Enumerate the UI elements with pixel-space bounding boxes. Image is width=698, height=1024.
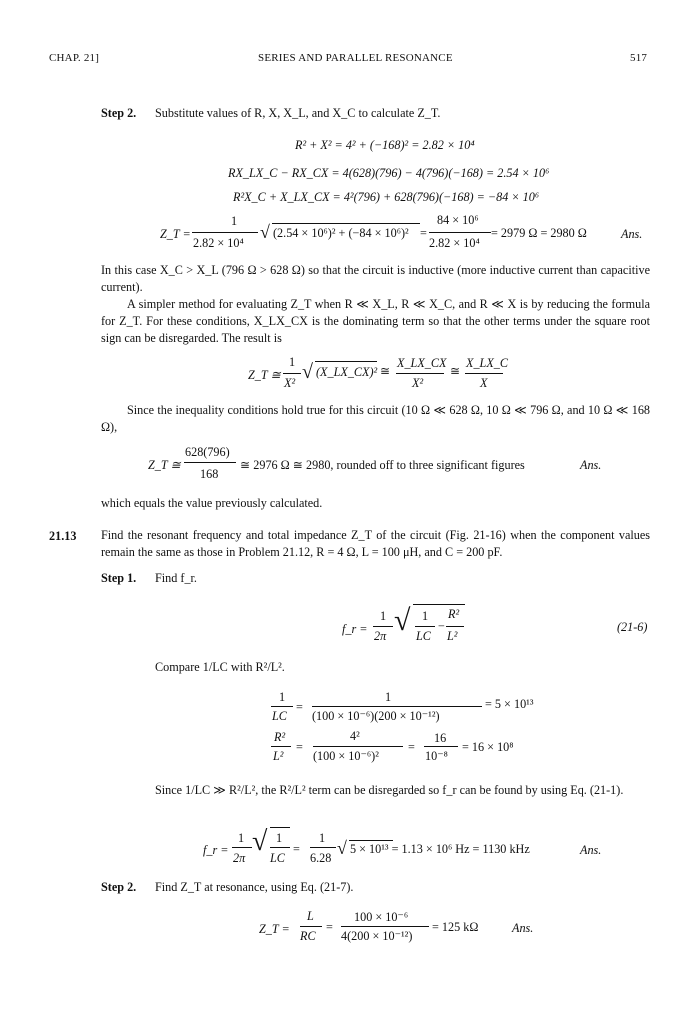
since-text: Since 1/LC ≫ R²/L², the R²/L² term can be disregarded so f_r can be found by using Eq. (21-1). [155,783,624,797]
sqrt-bar [270,827,290,828]
fraction-bar [424,746,458,747]
answer-tag: Ans. [621,227,643,241]
sqrt-icon: √ [302,361,313,383]
approx-result-num: 628(796) [185,445,230,459]
paragraph-inequality: Since the inequality conditions hold true for this circuit (10 Ω ≪ 628 Ω, 10 Ω ≪ 796 Ω, and 10 Ω ≪ 168 Ω), [101,403,650,434]
zt-frac1-num: 1 [231,214,238,228]
fr2-eq: = [293,842,300,856]
step1-text: Find f_r. [155,571,197,585]
fr-f1-den: 2π [374,629,387,643]
fraction-bar [310,847,336,848]
c1-num: 1 [279,690,286,704]
fr-in2-den: L² [447,629,458,643]
zt-frac1-den: 2.82 × 10⁴ [193,236,244,250]
fr2-b-num: 1 [319,831,326,845]
zt2-f2-den: 4(200 × 10⁻¹²) [341,929,413,943]
compare-text: Compare 1/LC with R²/L². [155,660,285,674]
zt2-result: = 125 kΩ [432,920,479,934]
fr-minus: − [438,619,445,633]
approx-result-den: 168 [200,467,219,481]
paragraph-equals: which equals the value previously calculated. [101,496,323,510]
answer-tag: Ans. [580,843,602,857]
zt2-f1-den: RC [300,929,316,943]
step1-label: Step 1. [101,571,137,585]
fr-in2-num: R² [448,607,460,621]
c1-eq: = [296,700,303,714]
fraction-bar [184,462,236,463]
fr-lhs: f_r = [342,622,368,636]
c2-eq: = [296,740,303,754]
fr-f1-num: 1 [380,609,387,623]
approx-lhs: Z_T ≅ [248,368,281,382]
fraction-bar [270,847,290,848]
zt-sqrt-content: (2.54 × 10⁶)² + (−84 × 10⁶)² [273,226,409,240]
c2-r-den: (100 × 10⁻⁶)² [313,749,379,763]
fraction-bar [271,706,293,707]
fr2-rest: 5 × 10¹³ = 1.13 × 10⁶ Hz = 1130 kHz [350,842,530,856]
fraction-bar [429,232,491,233]
fr2-a-num: 1 [238,831,245,845]
approx-f3-num: X_LX_C [466,356,508,370]
fraction-bar [313,746,403,747]
equation-r2x2: R² + X² = 4² + (−168)² = 2.82 × 10⁴ [295,138,475,152]
page-number: 517 [630,52,648,64]
c2-result: = 16 × 10⁸ [462,740,514,754]
fraction-bar [232,847,252,848]
approx-result-lhs: Z_T ≅ [148,458,181,472]
sqrt-icon: √ [252,826,268,857]
step2-label: Step 2. [101,106,137,120]
fraction-bar [341,926,429,927]
zt2-lhs: Z_T = [259,922,290,936]
paragraph-simpler-method: A simpler method for evaluating Z_T when R ≪ X_L, R ≪ X_C, and R ≪ X is by reducing the formula for Z_T. For these conditions, X_LX_CX is the dominating term so that the other terms under the square root sign can be disregarded. The result is [101,297,650,345]
approx-result-rest: ≅ 2976 Ω ≅ 2980, rounded off to three significant figures [240,458,525,472]
fraction-bar [446,626,464,627]
equation-rxlxc: RX_LX_C − RX_CX = 4(628)(796) − 4(796)(−168) = 2.54 × 10⁶ [228,166,550,180]
fraction-bar [396,373,444,374]
zt-frac2-num: 84 × 10⁶ [437,213,479,227]
fr2-in-num: 1 [276,831,283,845]
sqrt-bar [272,223,420,224]
fraction-bar [192,232,258,233]
c1-r-den: (100 × 10⁻⁶)(200 × 10⁻¹²) [312,709,440,723]
problem-text: Find the resonant frequency and total impedance Z_T of the circuit (Fig. 21-16) when the component values remain the same as those in Problem 21.12, R = 4 Ω, L = 100 μH, and C = 200 pF. [101,528,650,559]
sqrt-bar [349,840,393,841]
zt-frac2-den: 2.82 × 10⁴ [429,236,480,250]
step2b-text: Find Z_T at resonance, using Eq. (21-7). [155,880,354,894]
equation-r2xc: R²X_C + X_LX_CX = 4²(796) + 628(796)(−168) = −84 × 10⁶ [233,190,540,204]
zt2-f1-num: L [307,909,314,923]
fr-in1-den: LC [416,629,431,643]
fraction-bar [312,706,482,707]
zt-lhs: Z_T = [160,227,191,241]
fr2-a-den: 2π [233,851,246,865]
running-title: SERIES AND PARALLEL RESONANCE [258,52,453,64]
approx-f3-den: X [480,376,488,390]
paragraph-inductive: In this case X_C > X_L (796 Ω > 628 Ω) so that the circuit is inductive (more inductive current than capacitive current). [101,263,650,294]
c1-den: LC [272,709,287,723]
fr2-b-den: 6.28 [310,851,332,865]
approx-f1-num: 1 [289,355,296,369]
fr-in1-num: 1 [422,609,429,623]
c1-r-num: 1 [385,690,392,704]
approx-symbol: ≅ [380,364,391,378]
sqrt-icon: √ [394,604,411,637]
c2-num: R² [274,730,286,744]
fr2-lhs: f_r = [203,843,229,857]
equation-reference: (21-6) [617,620,648,634]
approx-sqrt: (X_LX_CX)² [316,365,378,379]
fraction-bar [373,626,393,627]
answer-tag: Ans. [512,921,534,935]
answer-tag: Ans. [580,458,602,472]
zt2-eq: = [326,920,333,934]
problem-number: 21.13 [49,529,77,543]
approx-f2-den: X² [412,376,424,390]
sqrt-bar [413,604,465,605]
sqrt-icon: √ [337,838,347,858]
zt2-f2-num: 100 × 10⁻⁶ [354,910,409,924]
fraction-bar [271,746,291,747]
c2-eq2: = [408,740,415,754]
fr2-in-den: LC [270,851,285,865]
approx-symbol: ≅ [450,364,461,378]
chapter-label: CHAP. 21] [49,52,100,64]
sqrt-bar [315,361,377,362]
c2-r2-num: 16 [434,731,447,745]
fraction-bar [283,373,301,374]
c1-result: = 5 × 10¹³ [485,697,534,711]
zt-result: = 2979 Ω = 2980 Ω [491,226,587,240]
fraction-bar [300,926,322,927]
fraction-bar [465,373,503,374]
c2-den: L² [273,749,284,763]
step2b-label: Step 2. [101,880,137,894]
c2-r-num: 4² [350,729,360,743]
approx-f2-num: X_LX_CX [397,356,447,370]
step2-text: Substitute values of R, X, X_L, and X_C to calculate Z_T. [155,106,441,120]
c2-r2-den: 10⁻⁸ [425,749,448,763]
approx-f1-den: X² [284,376,296,390]
sqrt-icon: √ [260,222,270,242]
fraction-bar [415,626,435,627]
